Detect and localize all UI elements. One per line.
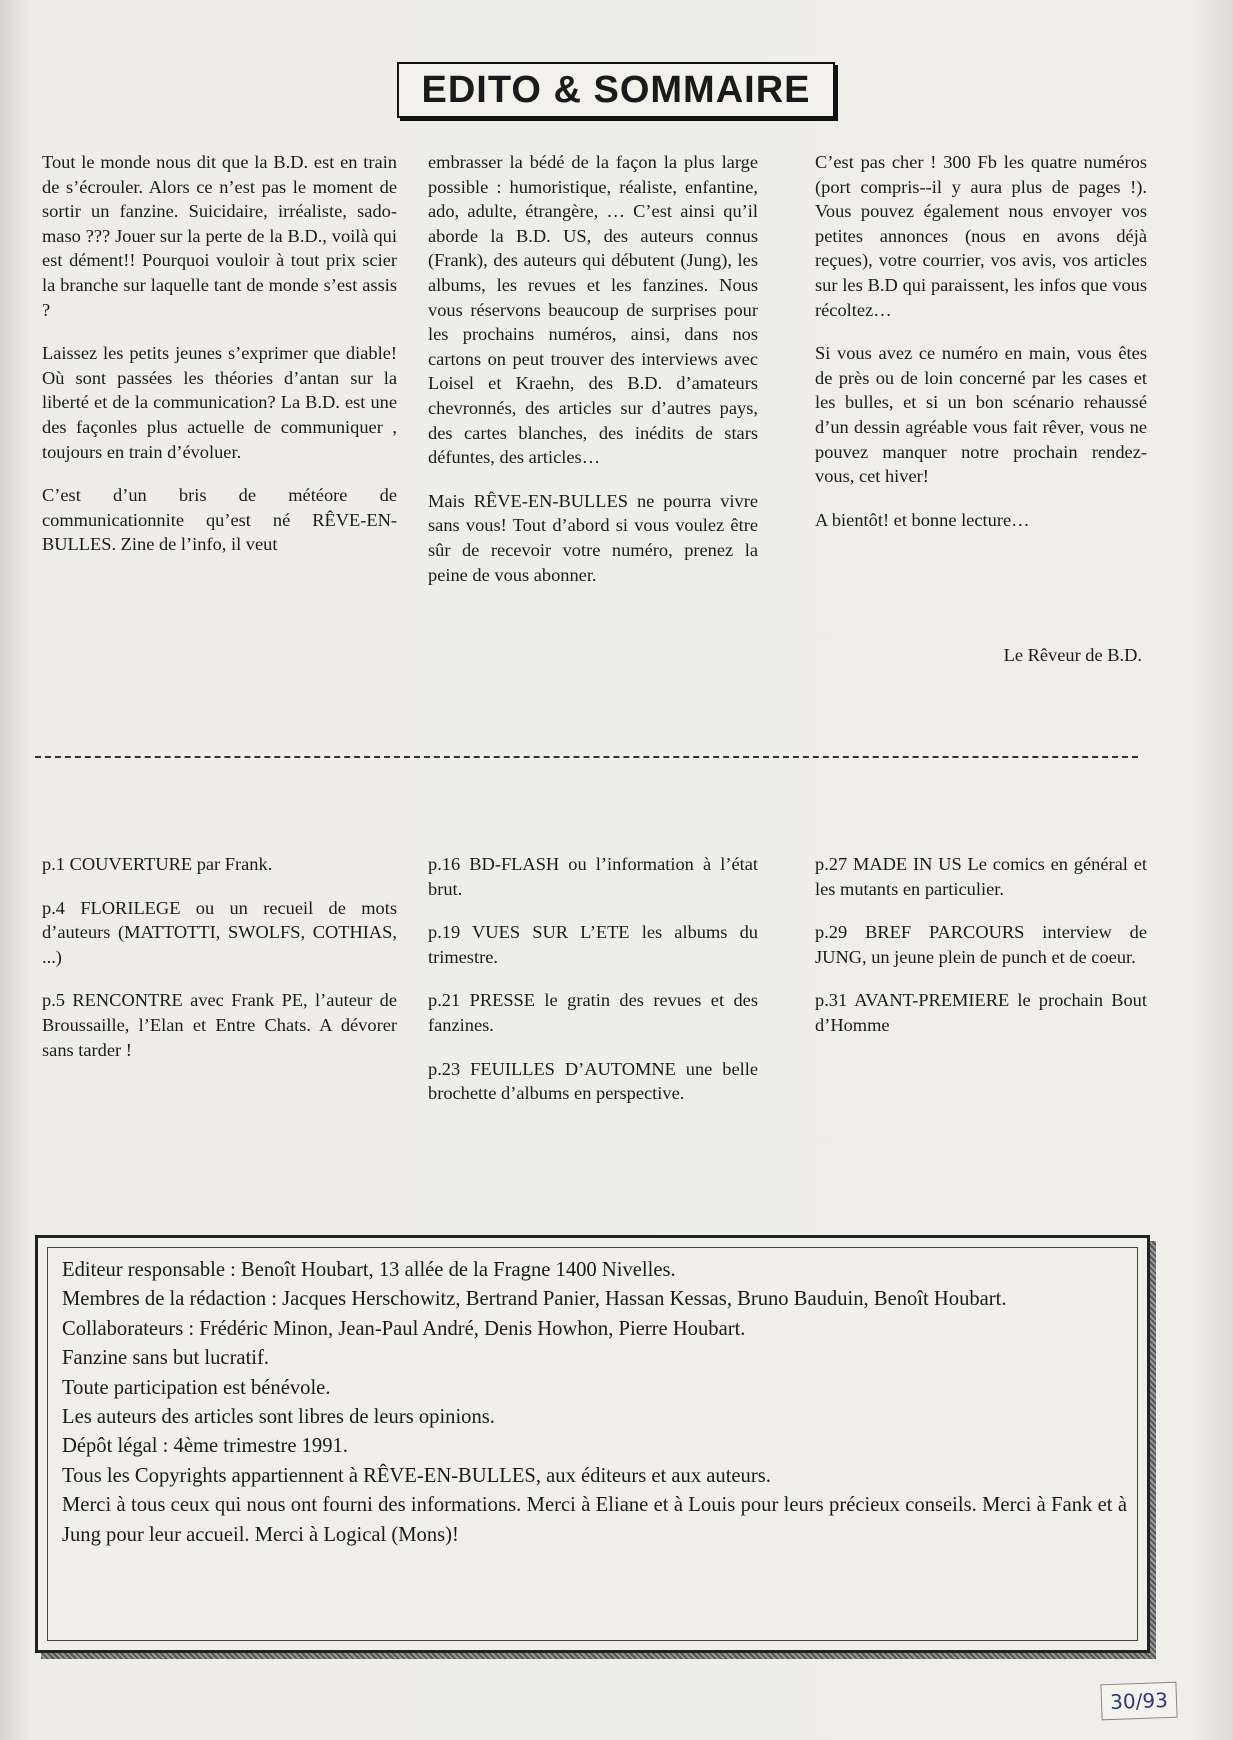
sommaire-entry: p.4 FLORILEGE ou un recueil de mots d’auteurs (MATTOTTI, SWOLFS, COTHIAS, ...) (42, 897, 397, 967)
sommaire-entry: p.23 FEUILLES D’AUTOMNE une belle brochette d’albums en perspective. (428, 1058, 758, 1104)
edito-paragraph: A bientôt! et bonne lecture… (815, 509, 1030, 530)
credits-line: Editeur responsable : Benoît Houbart, 13 allée de la Fragne 1400 Nivelles. (62, 1259, 676, 1281)
edito-signature: Le Rêveur de B.D. (1003, 645, 1142, 665)
sommaire-column-2 (428, 852, 758, 1125)
credits-line: Toute participation est bénévole. (62, 1376, 331, 1399)
sommaire-entry: p.1 COUVERTURE par Frank. (42, 854, 273, 874)
sommaire-entry: p.19 VUES SUR L’ETE les albums du trimestre. (428, 922, 758, 967)
edito-paragraph: Tout le monde nous dit que la B.D. est en train de s’écrouler. Alors ce n’est pas le moment de sortir un fanzine. Suicidaire, irréaliste, sado-maso ??? Jouer sur la perte de la B.D., voilà qui est dément!! Pourquoi vouloir à tout prix scier la branche sur laquelle tant de monde s’est assis ? (42, 152, 397, 320)
credits-box (35, 1235, 1150, 1653)
credits-line: Collaborateurs : Frédéric Minon, Jean-Paul André, Denis Howhon, Pierre Houbart. (62, 1317, 746, 1340)
edito-paragraph: C’est pas cher ! 300 Fb les quatre numéros (port compris--il y aura plus de pages !). Vous pouvez également nous envoyer vos petites annonces (nous en avons déjà reçues), votre courrier, vos avis, vos articles sur les B.D qui paraissent, les infos que vous récoltez… (815, 152, 1147, 320)
edito-paragraph: Si vous avez ce numéro en main, vous êtes de près ou de loin concerné par les cases et les bulles, et si un bon scénario rehaussé d’un dessin agréable vous fait rêver, vous ne pouvez manquer notre prochain rendez-vous, cet hiver! (815, 343, 1147, 487)
title-box (397, 62, 835, 118)
credits-line: Membres de la rédaction : Jacques Herschowitz, Bertrand Panier, Hassan Kessas, Bruno Bauduin, Benoît Houbart. (62, 1288, 1007, 1311)
credits-line: Merci à tous ceux qui nous ont fourni des informations. Merci à Eliane et à Louis pour leurs précieux conseils. Merci à Fank et à Jung pour leur accueil. Merci à Logical (Mons)! (62, 1494, 1127, 1546)
edito-column-2 (428, 150, 758, 606)
sommaire-entry: p.27 MADE IN US Le comics en général et les mutants en particulier. (815, 854, 1147, 899)
credits-line: Les auteurs des articles sont libres de leurs opinions. (62, 1406, 495, 1429)
edito-paragraph: C’est d’un bris de météore de communicationnite qu’est né RÊVE-EN-BULLES. Zine de l’info, il veut (42, 485, 397, 555)
credits-line: Dépôt légal : 4ème trimestre 1991. (62, 1435, 348, 1458)
edito-paragraph: embrasser la bédé de la façon la plus large possible : humoristique, réaliste, enfantine, ado, adulte, étrangère, … C’est ainsi qu’il aborde la B.D. US, des auteurs connus (Frank), des auteurs qui débutent (Jung), les albums, les revues et les fanzines. Nous vous réservons beaucoup de surprises pour les prochains numéros, ainsi, dans nos cartons on peut trouver des interviews avec Loisel et Kraehn, des B.D. d’amateurs chevronnés, des articles sur d’autres pays, des cartes blanches, des inédits de stars défuntes, des articles… (428, 152, 758, 468)
page-number-stamp: 30/93 (1100, 1682, 1177, 1721)
edito-paragraph: Laissez les petits jeunes s’exprimer que diable! Où sont passées les théories d’antan sur la liberté et de la communication? La B.D. est une des façonles plus actuelle de communiquer , toujours en train d’évoluer. (42, 343, 397, 462)
credits-line: Fanzine sans but lucratif. (62, 1347, 270, 1370)
sommaire-column-1 (42, 852, 397, 1081)
sommaire-entry: p.21 PRESSE le gratin des revues et des fanzines. (428, 990, 758, 1035)
edito-paragraph: Mais RÊVE-EN-BULLES ne pourra vivre sans vous! Tout d’abord si vous voulez être sûr de recevoir votre numéro, prenez la peine de vous abonner. (428, 490, 758, 585)
credits-line: Tous les Copyrights appartiennent à RÊVE-EN-BULLES, aux éditeurs et aux auteurs. (62, 1464, 771, 1487)
sommaire-column-3 (815, 852, 1147, 1057)
sommaire-entry: p.5 RENCONTRE avec Frank PE, l’auteur de Broussaille, l’Elan et Entre Chats. A dévorer sans tarder ! (42, 990, 397, 1060)
sommaire-entry: p.31 AVANT-PREMIERE le prochain Bout d’Homme (815, 990, 1147, 1035)
edito-column-1 (42, 150, 397, 576)
section-divider (35, 756, 1138, 758)
page-title: EDITO & SOMMAIRE (421, 68, 811, 111)
sommaire-entry: p.16 BD-FLASH ou l’information à l’état brut. (428, 854, 758, 899)
credits-text (47, 1247, 1138, 1641)
edito-column-3 (815, 150, 1147, 551)
sommaire-entry: p.29 BREF PARCOURS interview de JUNG, un jeune plein de punch et de coeur. (815, 922, 1147, 967)
